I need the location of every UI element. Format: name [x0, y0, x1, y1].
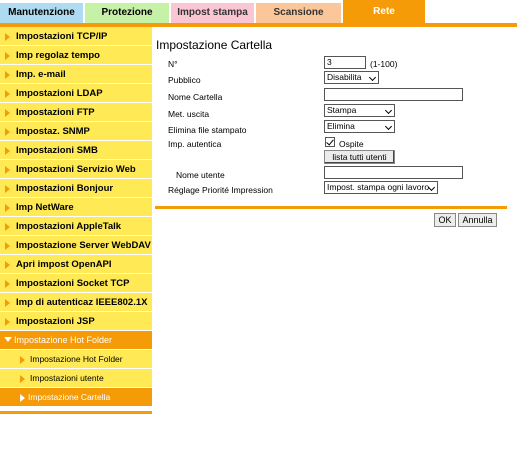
sidebar-bottom-bar — [0, 411, 152, 414]
user-name-label: Nome utente — [176, 170, 225, 180]
tab-maintenance[interactable]: Manutenzione — [0, 3, 84, 23]
sidebar-item-jsp[interactable] — [0, 312, 152, 331]
list-all-users-button[interactable]: lista tutti utenti — [324, 150, 395, 164]
number-label: N° — [168, 59, 178, 69]
output-label: Met. uscita — [168, 109, 210, 119]
arrow-right-icon — [20, 394, 25, 402]
sidebar-item-label: Imp di autenticaz IEEE802.1X — [16, 297, 148, 308]
sidebar-subitem-label: Impostazione Cartella — [28, 392, 111, 402]
chevron-down-icon — [385, 123, 392, 130]
delete-label: Elimina file stampato — [168, 125, 247, 135]
chevron-down-icon — [385, 107, 392, 114]
folder-name-label: Nome Cartella — [168, 92, 223, 102]
arrow-right-icon — [5, 109, 10, 117]
sidebar-item-label: Impostazioni Socket TCP — [16, 278, 130, 289]
sidebar-item-smb[interactable] — [0, 141, 152, 160]
sidebar-item-label: Apri impost OpenAPI — [16, 259, 112, 270]
user-name-input[interactable] — [324, 166, 463, 179]
output-select-value: Stampa — [327, 105, 357, 115]
sidebar-item-ldap[interactable] — [0, 84, 152, 103]
arrow-right-icon — [5, 90, 10, 98]
arrow-right-icon — [5, 33, 10, 41]
folder-name-input[interactable] — [324, 88, 463, 101]
sidebar-item-web-service[interactable] — [0, 160, 152, 179]
sidebar-item-label: Imp NetWare — [16, 202, 74, 213]
sidebar-subitem-label: Impostazioni utente — [30, 373, 104, 383]
sidebar-subitem-hot-folder[interactable] — [0, 350, 152, 369]
arrow-right-icon — [5, 71, 10, 79]
page-title: Impostazione Cartella — [156, 38, 273, 52]
number-range: (1-100) — [370, 59, 398, 69]
sidebar-item-bonjour[interactable] — [0, 179, 152, 198]
arrow-right-icon — [5, 223, 10, 231]
arrow-right-icon — [5, 166, 10, 174]
tab-protection[interactable]: Protezione — [85, 3, 170, 23]
top-tab-bar — [0, 0, 517, 23]
arrow-right-icon — [5, 299, 10, 307]
guest-checkbox[interactable] — [325, 137, 335, 147]
sidebar-item-label: Impostazioni LDAP — [16, 88, 103, 99]
sidebar — [0, 27, 152, 414]
triangle-down-icon — [4, 337, 12, 342]
priority-select[interactable] — [324, 181, 438, 194]
arrow-right-icon — [5, 52, 10, 60]
sidebar-item-tcpip[interactable] — [0, 27, 152, 46]
sidebar-item-label: Impostaz. SNMP — [16, 126, 90, 137]
form-separator — [155, 206, 507, 209]
sidebar-item-appletalk[interactable] — [0, 217, 152, 236]
delete-select[interactable] — [324, 120, 395, 133]
arrow-right-icon — [5, 185, 10, 193]
sidebar-group-label: Impostazione Hot Folder — [14, 335, 113, 345]
ok-button[interactable]: OK — [434, 213, 456, 227]
arrow-right-icon — [5, 204, 10, 212]
sidebar-item-webdav[interactable] — [0, 236, 152, 255]
arrow-right-icon — [20, 356, 25, 364]
sidebar-item-label: Impostazioni SMB — [16, 145, 98, 156]
arrow-right-icon — [5, 147, 10, 155]
arrow-right-icon — [5, 318, 10, 326]
arrow-right-icon — [20, 375, 25, 383]
sidebar-item-time[interactable] — [0, 46, 152, 65]
sidebar-item-snmp[interactable] — [0, 122, 152, 141]
sidebar-item-label: Impostazioni AppleTalk — [16, 221, 122, 232]
sidebar-item-label: Impostazioni Servizio Web — [16, 164, 136, 175]
sidebar-item-netware[interactable] — [0, 198, 152, 217]
arrow-right-icon — [5, 280, 10, 288]
sidebar-subitem-user-settings[interactable] — [0, 369, 152, 388]
output-select[interactable] — [324, 104, 395, 117]
tab-network[interactable]: Rete — [343, 0, 426, 23]
sidebar-item-email[interactable] — [0, 65, 152, 84]
public-label: Pubblico — [168, 75, 201, 85]
sidebar-subitem-label: Impostazione Hot Folder — [30, 354, 123, 364]
sidebar-subitem-folder-settings[interactable] — [0, 388, 152, 407]
sidebar-item-openapi[interactable] — [0, 255, 152, 274]
sidebar-item-label: Impostazioni FTP — [16, 107, 95, 118]
sidebar-item-ieee8021x[interactable] — [0, 293, 152, 312]
delete-select-value: Elimina — [327, 121, 355, 131]
tab-print-settings[interactable]: Impost stampa — [171, 3, 255, 23]
cancel-button[interactable]: Annulla — [458, 213, 497, 227]
sidebar-item-label: Imp. e-mail — [16, 69, 66, 80]
guest-label: Ospite — [339, 139, 364, 149]
sidebar-item-label: Impostazioni Bonjour — [16, 183, 114, 194]
auth-label: Imp. autentica — [168, 139, 222, 149]
sidebar-item-label: Impostazioni TCP/IP — [16, 31, 108, 42]
sidebar-item-ftp[interactable] — [0, 103, 152, 122]
sidebar-item-label: Imp regolaz tempo — [16, 50, 100, 61]
sidebar-item-label: Impostazioni JSP — [16, 316, 95, 327]
public-select[interactable] — [324, 71, 379, 84]
public-select-value: Disabilita — [327, 72, 362, 82]
arrow-right-icon — [5, 242, 10, 250]
sidebar-item-socket-tcp[interactable] — [0, 274, 152, 293]
priority-label: Réglage Priorité Impression — [168, 185, 273, 195]
arrow-right-icon — [5, 128, 10, 136]
arrow-right-icon — [5, 261, 10, 269]
number-input[interactable]: 3 — [324, 56, 366, 69]
chevron-down-icon — [369, 74, 376, 81]
priority-select-value: Impost. stampa ogni lavoro — [327, 182, 430, 192]
sidebar-group-hot-folder[interactable] — [0, 331, 152, 350]
tab-scan[interactable]: Scansione — [256, 3, 342, 23]
sidebar-item-label: Impostazione Server WebDAV — [16, 240, 151, 251]
